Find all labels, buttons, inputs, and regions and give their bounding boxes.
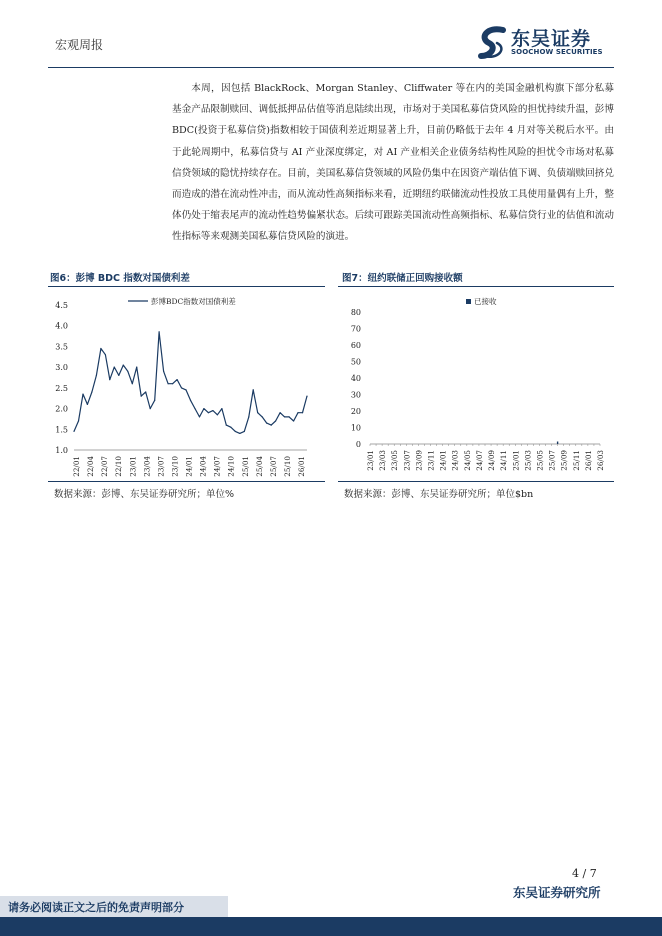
- x-tick-label: 23/10: [170, 456, 180, 477]
- x-tick-label: 25/01: [240, 456, 250, 477]
- x-tick-label: 23/04: [142, 456, 152, 477]
- data-point: [181, 387, 182, 388]
- data-point: [284, 416, 285, 417]
- data-point: [145, 391, 146, 392]
- data-point: [177, 379, 178, 380]
- data-point: [271, 425, 272, 426]
- data-point: [118, 375, 119, 376]
- y-tick-label: 20: [350, 407, 361, 416]
- legend-label: 彭博BDC指数对国债利差: [151, 297, 236, 306]
- x-tick-label: 24/07: [474, 450, 484, 471]
- data-point: [163, 371, 164, 372]
- x-tick-label: 25/07: [268, 456, 278, 477]
- logo-icon: [477, 26, 509, 60]
- data-point: [127, 371, 128, 372]
- data-point: [136, 367, 137, 368]
- disclaimer-text: 请务必阅读正文之后的免责声明部分: [8, 901, 184, 914]
- data-point: [114, 367, 115, 368]
- figure7-top-rule: [338, 286, 614, 287]
- figure6-title: 图6：彭博 BDC 指数对国债利差: [50, 273, 190, 284]
- body-paragraph: 本周，因包括 BlackRock、Morgan Stanley、Cliffwater 等在内的美国金融机构旗下部分私募基金产品限制赎回、调低抵押品估值等消息陆续出现，市场对于美国私募信贷风险的担忧持续升温，彭博 BDC(投资于私募信贷)指数相较于国债利差近期显著上升，目前仍略低于去年 4 月对等关税后水平。由于此轮周期中，私募信贷与 AI 产业深度绑定，对 AI 产业相关企业债务结构性风险的担忧令市场对私募信贷领域的隐忧持续存在。目前，美国私募信贷领域的风险仍集中在因资产端估值下调、负债端赎回挤兑而造成的潜在流动性冲击，而从流动性高频指标来看，近期纽约联储流动性投放工具使用量偶有上升，整体仍处于缩表尾声的流动性趋势偏紧状态。后续可跟踪美国流动性高频指标、私募信贷行业的估值和流动性指标等来观测美国私募信贷风险的演进。: [172, 83, 614, 243]
- logo: [477, 24, 617, 64]
- data-point: [221, 408, 222, 409]
- x-tick-label: 24/11: [499, 450, 509, 471]
- y-tick-label: 2.0: [55, 404, 68, 414]
- x-tick-label: 23/03: [378, 450, 388, 471]
- data-point: [168, 383, 169, 384]
- x-tick-label: 26/01: [583, 450, 593, 471]
- data-point: [230, 427, 231, 428]
- data-point: [262, 416, 263, 417]
- x-tick-label: 24/04: [198, 456, 208, 477]
- x-tick-label: 24/05: [462, 450, 472, 471]
- data-point: [244, 431, 245, 432]
- data-point: [123, 365, 124, 366]
- x-tick-label: 23/11: [426, 450, 436, 471]
- x-tick-label: 24/07: [212, 456, 222, 477]
- data-point: [212, 410, 213, 411]
- data-point: [275, 420, 276, 421]
- data-point: [199, 416, 200, 417]
- data-point: [306, 396, 307, 397]
- x-tick-label: 23/07: [402, 450, 412, 471]
- data-point: [96, 375, 97, 376]
- data-point: [159, 331, 160, 332]
- data-point: [185, 389, 186, 390]
- data-point: [73, 431, 74, 432]
- header-rule: [48, 67, 614, 68]
- x-tick-label: 22/04: [86, 456, 96, 477]
- x-tick-label: 26/03: [596, 450, 605, 471]
- data-point: [253, 389, 254, 390]
- data-point: [203, 408, 204, 409]
- data-point: [280, 412, 281, 413]
- x-tick-label: 24/10: [226, 456, 236, 477]
- repo-bar: [557, 442, 558, 445]
- figure7-source: 数据来源：彭博、东吴证券研究所；单位$bn: [344, 489, 534, 500]
- data-point: [109, 379, 110, 380]
- y-tick-label: 2.5: [55, 383, 68, 393]
- logo-subtitle: SOOCHOW SECURITIES: [511, 48, 603, 56]
- x-tick-label: 25/07: [547, 450, 557, 471]
- data-point: [257, 412, 258, 413]
- data-point: [266, 423, 267, 424]
- data-point: [105, 354, 106, 355]
- page-number: 4 / 7: [572, 867, 597, 880]
- bdc-spread-series-line: [74, 332, 307, 434]
- x-tick-label: 24/01: [184, 456, 194, 477]
- x-tick-label: 23/01: [366, 450, 375, 471]
- y-tick-label: 50: [350, 357, 361, 367]
- footer-bar: [0, 917, 662, 936]
- legend-label: 已接收: [474, 297, 497, 306]
- y-tick-label: 40: [350, 374, 361, 383]
- data-point: [289, 416, 290, 417]
- x-tick-label: 25/03: [523, 450, 533, 471]
- y-tick-label: 1.5: [55, 425, 68, 435]
- data-point: [82, 394, 83, 395]
- y-tick-label: 70: [350, 324, 361, 334]
- data-point: [293, 420, 294, 421]
- x-tick-label: 24/01: [438, 450, 448, 471]
- data-point: [297, 412, 298, 413]
- bdc-spread-line-chart: [48, 290, 325, 480]
- data-point: [100, 348, 101, 349]
- x-tick-label: 23/01: [128, 456, 138, 477]
- y-tick-label: 0: [355, 440, 361, 449]
- x-tick-label: 25/01: [511, 450, 521, 471]
- y-tick-label: 10: [350, 423, 361, 433]
- x-tick-label: 22/01: [72, 456, 81, 477]
- x-tick-label: 23/05: [390, 450, 400, 471]
- figure7-title: 图7：纽约联储正回购接收额: [342, 273, 463, 284]
- figure7-bottom-rule: [338, 481, 614, 482]
- x-tick-label: 23/07: [156, 456, 166, 477]
- x-tick-label: 22/10: [114, 456, 124, 477]
- y-tick-label: 3.5: [55, 342, 68, 352]
- data-point: [248, 416, 249, 417]
- figure6-top-rule: [48, 286, 325, 287]
- data-point: [87, 404, 88, 405]
- x-tick-label: 23/09: [414, 450, 424, 471]
- repo-accepted-bar-chart: [338, 290, 614, 480]
- x-tick-label: 24/03: [450, 450, 460, 471]
- y-tick-label: 3.0: [55, 363, 68, 373]
- x-tick-label: 25/10: [282, 456, 292, 477]
- y-tick-label: 60: [350, 341, 361, 350]
- data-point: [78, 420, 79, 421]
- data-point: [217, 414, 218, 415]
- data-point: [208, 412, 209, 413]
- y-tick-label: 4.5: [55, 301, 68, 310]
- x-tick-label: 26/01: [297, 456, 306, 477]
- data-point: [150, 408, 151, 409]
- data-point: [132, 383, 133, 384]
- figure6-source: 数据来源：彭博、东吴证券研究所；单位%: [54, 489, 235, 500]
- y-tick-label: 80: [350, 308, 361, 317]
- data-point: [91, 391, 92, 392]
- report-type: 宏观周报: [55, 38, 104, 52]
- data-point: [235, 431, 236, 432]
- data-point: [226, 425, 227, 426]
- y-tick-label: 1.0: [55, 446, 68, 455]
- data-point: [172, 383, 173, 384]
- data-point: [239, 433, 240, 434]
- x-tick-label: 25/11: [571, 450, 581, 471]
- y-tick-label: 4.0: [55, 321, 68, 331]
- figure6-bottom-rule: [48, 481, 325, 482]
- x-tick-label: 25/09: [559, 450, 569, 471]
- logo-name: 东吴证券: [511, 28, 592, 50]
- data-point: [190, 400, 191, 401]
- x-tick-label: 22/07: [100, 456, 110, 477]
- data-point: [302, 412, 303, 413]
- footer-institution: 东吴证券研究所: [513, 885, 601, 900]
- data-point: [194, 408, 195, 409]
- x-tick-label: 25/04: [254, 456, 264, 477]
- x-tick-label: 24/09: [487, 450, 497, 471]
- data-point: [141, 396, 142, 397]
- y-tick-label: 30: [350, 390, 361, 400]
- legend-swatch: [466, 299, 471, 304]
- x-tick-label: 25/05: [535, 450, 545, 471]
- data-point: [154, 400, 155, 401]
